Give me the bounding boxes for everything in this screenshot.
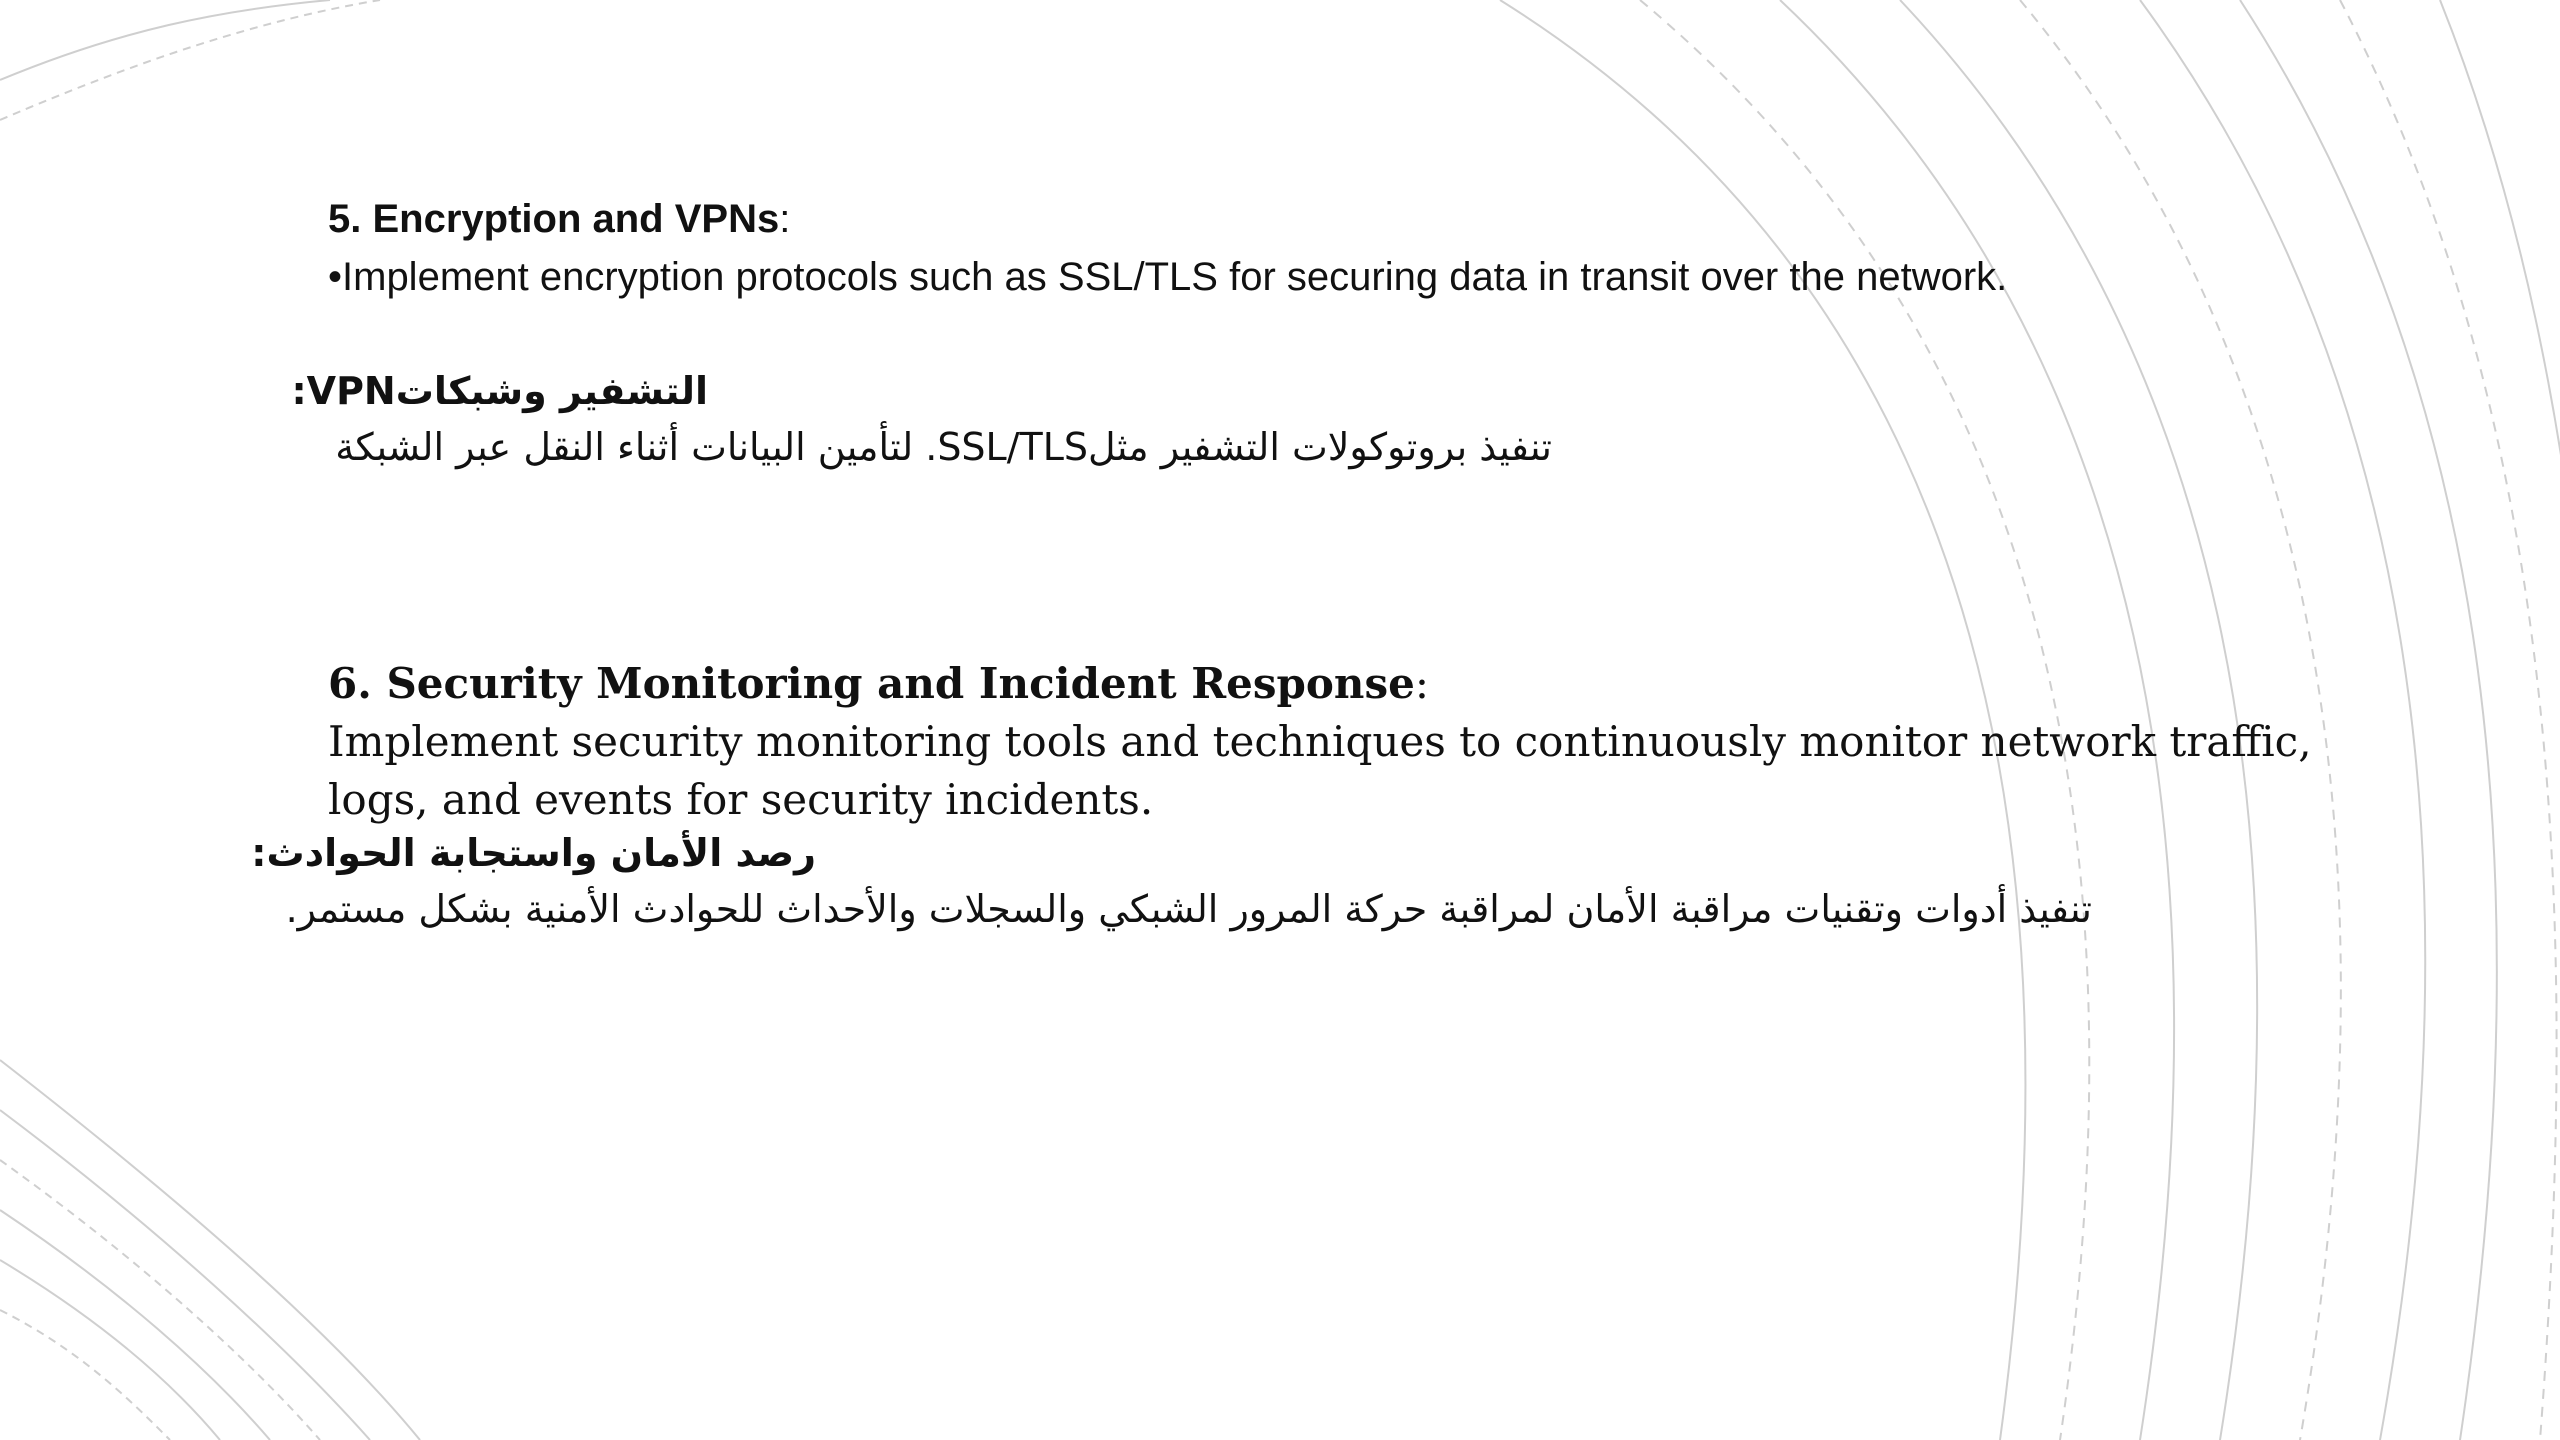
section5-heading-number: 5. bbox=[328, 197, 362, 241]
section5-bullet: •Implement encryption protocols such as SSL/TLS for securing data in transit over the network. bbox=[328, 255, 2008, 299]
section5-arabic-body: تنفيذ بروتوكولات التشفير مثلSSL/TLS. لتأمين البيانات أثناء النقل عبر الشبكة bbox=[335, 425, 1552, 469]
section6-body-line1: Implement security monitoring tools and techniques to continuously monitor network traffic, bbox=[328, 717, 2312, 766]
section5-heading bbox=[328, 196, 790, 242]
section6-arabic-heading: رصد الأمان واستجابة الحوادث: bbox=[251, 831, 816, 875]
section5-heading-title: Encryption and VPNs bbox=[372, 197, 780, 241]
section6-heading-title: 6. Security Monitoring and Incident Response bbox=[328, 659, 1415, 708]
section6-heading-colon: : bbox=[1414, 659, 1429, 708]
section5-heading-colon: : bbox=[779, 197, 791, 241]
section6-heading bbox=[328, 660, 1429, 708]
section6-body-line2: logs, and events for security incidents. bbox=[328, 775, 1154, 824]
section6-arabic-body: تنفيذ أدوات وتقنيات مراقبة الأمان لمراقبة حركة المرور الشبكي والسجلات والأحداث للحوادث الأمنية بشكل مستمر. bbox=[285, 887, 2092, 931]
section5-arabic-heading: التشفير وشبكاتVPN: bbox=[291, 369, 708, 413]
